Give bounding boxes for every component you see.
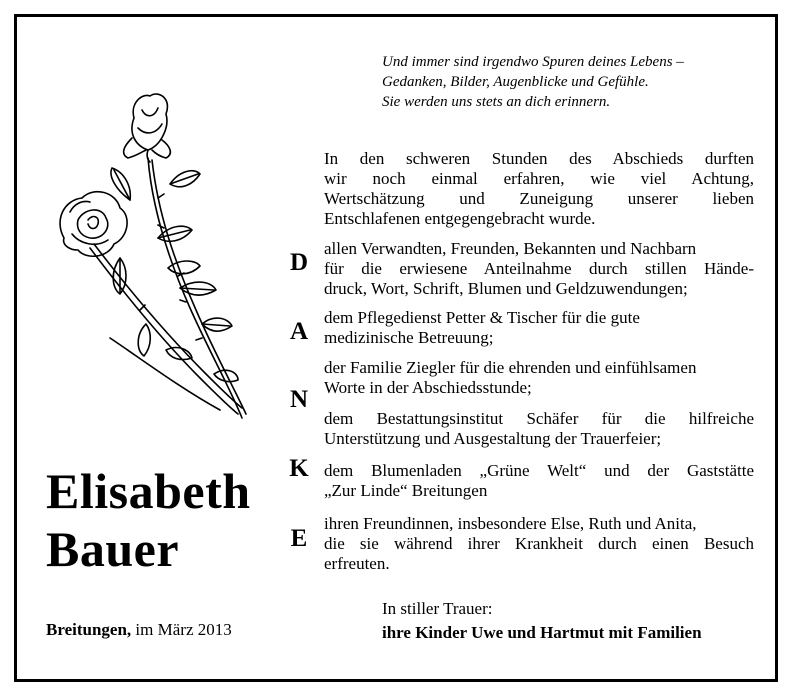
place-date <box>46 619 232 641</box>
thanks-entry-care-service <box>324 308 754 348</box>
danke-letter-d: D <box>289 249 309 276</box>
thanks-entry-flower-shop <box>324 461 754 501</box>
thanks-entry-family-ziegler <box>324 358 754 398</box>
danke-letter-k: K <box>289 455 309 482</box>
intro-line: Entschlafenen entgegengebracht wurde. <box>324 209 596 228</box>
thanks-line: Unterstützung und Ausgestaltung der Trauerfeier; <box>324 429 662 448</box>
quote-line: Sie werden uns stets an dich erinnern. <box>382 94 611 110</box>
thanks-line: dem Blumenladen „Grüne Welt“ und der Gaststätte <box>324 461 754 480</box>
intro-paragraph <box>324 149 754 229</box>
deceased-last-name: Bauer <box>46 521 180 577</box>
thanks-line: der Familie Ziegler für die ehrenden und einfühlsamen <box>324 358 697 377</box>
signature-names: ihre Kinder Uwe und Hartmut mit Familien <box>382 623 702 642</box>
rose-illustration-icon <box>50 88 260 428</box>
thanks-line: die sie während ihrer Krankheit durch einen Besuch <box>324 534 754 553</box>
thanks-line: für die erwiesene Anteilnahme durch stillen Hände- <box>324 259 754 278</box>
date-text: im März 2013 <box>135 620 232 639</box>
intro-line: Wertschätzung und Zuneigung unserer lieben <box>324 189 754 208</box>
thanks-line: erfreuten. <box>324 554 390 573</box>
thanks-line: ihren Freundinnen, insbesondere Else, Ruth und Anita, <box>324 514 697 533</box>
thanks-line: „Zur Linde“ Breitungen <box>324 481 488 500</box>
danke-letter-e: E <box>290 525 308 552</box>
thanks-entry-funeral-home <box>324 409 754 449</box>
thanks-line: medizinische Betreuung; <box>324 328 494 347</box>
place-text: Breitungen, <box>46 620 132 639</box>
deceased-first-name: Elisabeth <box>46 463 251 519</box>
signature-intro: In stiller Trauer: <box>382 599 493 618</box>
signature-block <box>382 597 702 645</box>
quote-line: Und immer sind irgendwo Spuren deines Lebens – <box>382 54 684 70</box>
thanks-line: allen Verwandten, Freunden, Bekannten und Nachbarn <box>324 239 697 258</box>
danke-letter-n: N <box>289 386 309 413</box>
thanks-entry-relatives <box>324 239 754 299</box>
intro-line: wir noch einmal erfahren, wie viel Achtung, <box>324 169 754 188</box>
deceased-name <box>46 462 251 578</box>
thanks-entry-friends <box>324 514 754 574</box>
quote-line: Gedanken, Bilder, Augenblicke und Gefühle. <box>382 74 649 90</box>
memorial-quote <box>382 52 762 112</box>
intro-line: In den schweren Stunden des Abschieds durften <box>324 149 754 168</box>
thanks-line: dem Pflegedienst Petter & Tischer für die gute <box>324 308 640 327</box>
thanks-line: dem Bestattungsinstitut Schäfer für die hilfreiche <box>324 409 754 428</box>
danke-letter-a: A <box>289 318 309 345</box>
thanks-line: druck, Wort, Schrift, Blumen und Geldzuwendungen; <box>324 279 688 298</box>
thanks-line: Worte in der Abschiedsstunde; <box>324 378 532 397</box>
